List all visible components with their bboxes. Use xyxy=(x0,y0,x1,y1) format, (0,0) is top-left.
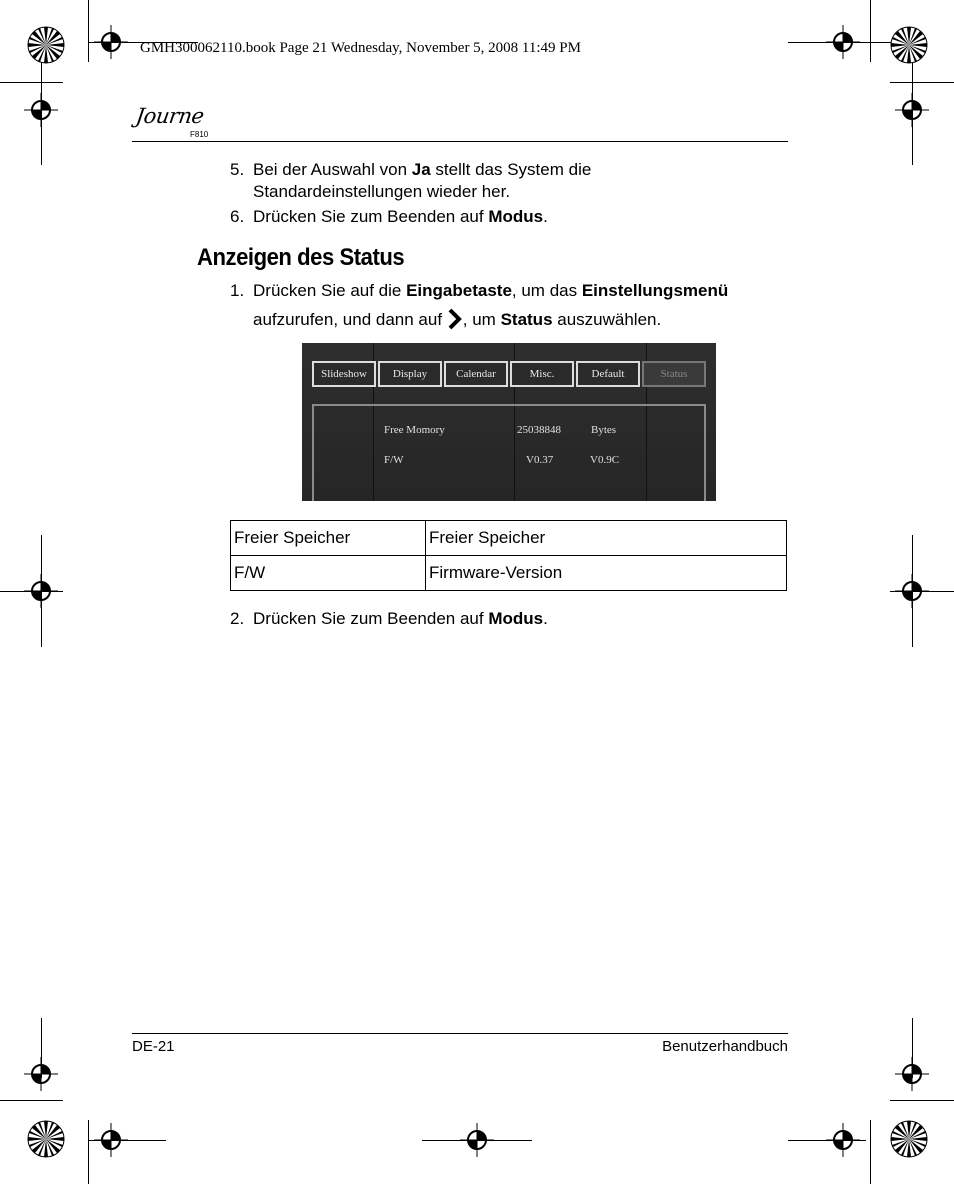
text-run: . xyxy=(543,207,548,226)
tab-calendar[interactable]: Calendar xyxy=(444,361,508,387)
step-number: 6. xyxy=(230,207,245,226)
step-text xyxy=(253,280,728,302)
status-info-table xyxy=(230,520,787,591)
tab-misc[interactable]: Misc. xyxy=(510,361,574,387)
table-row xyxy=(231,521,787,556)
table-cell-term: Freier Speicher xyxy=(231,521,426,556)
step-text xyxy=(253,608,548,630)
book-info-line: GMH300062110.book Page 21 Wednesday, November 5, 2008 11:49 PM xyxy=(140,40,581,56)
bold-term: Status xyxy=(500,310,553,329)
registration-target-icon xyxy=(895,574,929,608)
star-target-icon xyxy=(27,1120,65,1158)
registration-target-icon xyxy=(895,93,929,127)
text-run: . xyxy=(543,609,548,628)
status-screen xyxy=(302,343,716,501)
status-row-value: 25038848 xyxy=(517,424,561,436)
tab-status[interactable]: Status xyxy=(642,361,706,387)
step-text xyxy=(253,159,591,203)
registration-target-icon xyxy=(895,1057,929,1091)
step-number: 2. xyxy=(230,609,245,628)
chevron-right-icon xyxy=(447,308,463,330)
footer-rule xyxy=(132,1033,788,1034)
bold-term: Eingabetaste xyxy=(406,281,512,300)
text-run: auszuwählen. xyxy=(552,310,662,329)
table-cell-desc: Freier Speicher xyxy=(426,521,787,556)
text-run: Standardeinstellungen wieder her. xyxy=(253,182,511,201)
star-target-icon xyxy=(890,1120,928,1158)
status-row-value: V0.37 xyxy=(526,454,554,466)
step-number: 5. xyxy=(230,160,245,179)
step-number: 1. xyxy=(230,281,245,300)
registration-target-icon xyxy=(24,574,58,608)
status-row-unit: Bytes xyxy=(591,424,617,436)
table-row xyxy=(231,556,787,591)
registration-target-icon xyxy=(24,93,58,127)
status-row-label: Free Momory xyxy=(384,424,445,436)
header-rule xyxy=(132,141,788,142)
registration-target-icon xyxy=(826,25,860,59)
brand-logo xyxy=(134,104,214,144)
text-run: Drücken Sie zum Beenden auf xyxy=(253,207,489,226)
step-text-line2 xyxy=(253,308,661,331)
registration-target-icon xyxy=(94,1123,128,1157)
bold-term: Einstellungsmenü xyxy=(581,281,729,300)
page-number: DE-21 xyxy=(132,1038,175,1055)
tab-default[interactable]: Default xyxy=(576,361,640,387)
step-2 xyxy=(230,608,790,632)
status-panel xyxy=(312,404,706,501)
logo-model: F810 xyxy=(190,130,209,139)
text-run: , um das xyxy=(511,281,582,300)
text-run: aufzurufen, und dann auf xyxy=(253,310,447,329)
registration-target-icon xyxy=(24,1057,58,1091)
registration-target-icon xyxy=(826,1123,860,1157)
status-row-label: F/W xyxy=(384,454,404,466)
step-1 xyxy=(230,280,830,336)
star-target-icon xyxy=(27,26,65,64)
manual-name: Benutzerhandbuch xyxy=(662,1038,788,1055)
star-target-icon xyxy=(890,26,928,64)
bold-term: Modus xyxy=(488,609,544,628)
text-run: Drücken Sie auf die xyxy=(253,281,407,300)
text-run: Drücken Sie zum Beenden auf xyxy=(253,609,489,628)
tab-display[interactable]: Display xyxy=(378,361,442,387)
registration-target-icon xyxy=(460,1123,494,1157)
step-5 xyxy=(230,159,790,207)
bold-term: Ja xyxy=(411,160,431,179)
bold-term: Modus xyxy=(488,207,544,226)
table-cell-term: F/W xyxy=(231,556,426,591)
step-text xyxy=(253,206,548,228)
logo-script: Journe xyxy=(134,104,206,128)
step-6 xyxy=(230,206,790,230)
status-row-unit: V0.9C xyxy=(590,454,620,466)
text-run: , um xyxy=(462,310,501,329)
text-run: stellt das System die xyxy=(430,160,592,179)
registration-target-icon xyxy=(94,25,128,59)
section-heading: Anzeigen des Status xyxy=(197,244,405,271)
table-cell-desc: Firmware-Version xyxy=(426,556,787,591)
text-run: Bei der Auswahl von xyxy=(253,160,412,179)
tab-slideshow[interactable]: Slideshow xyxy=(312,361,376,387)
